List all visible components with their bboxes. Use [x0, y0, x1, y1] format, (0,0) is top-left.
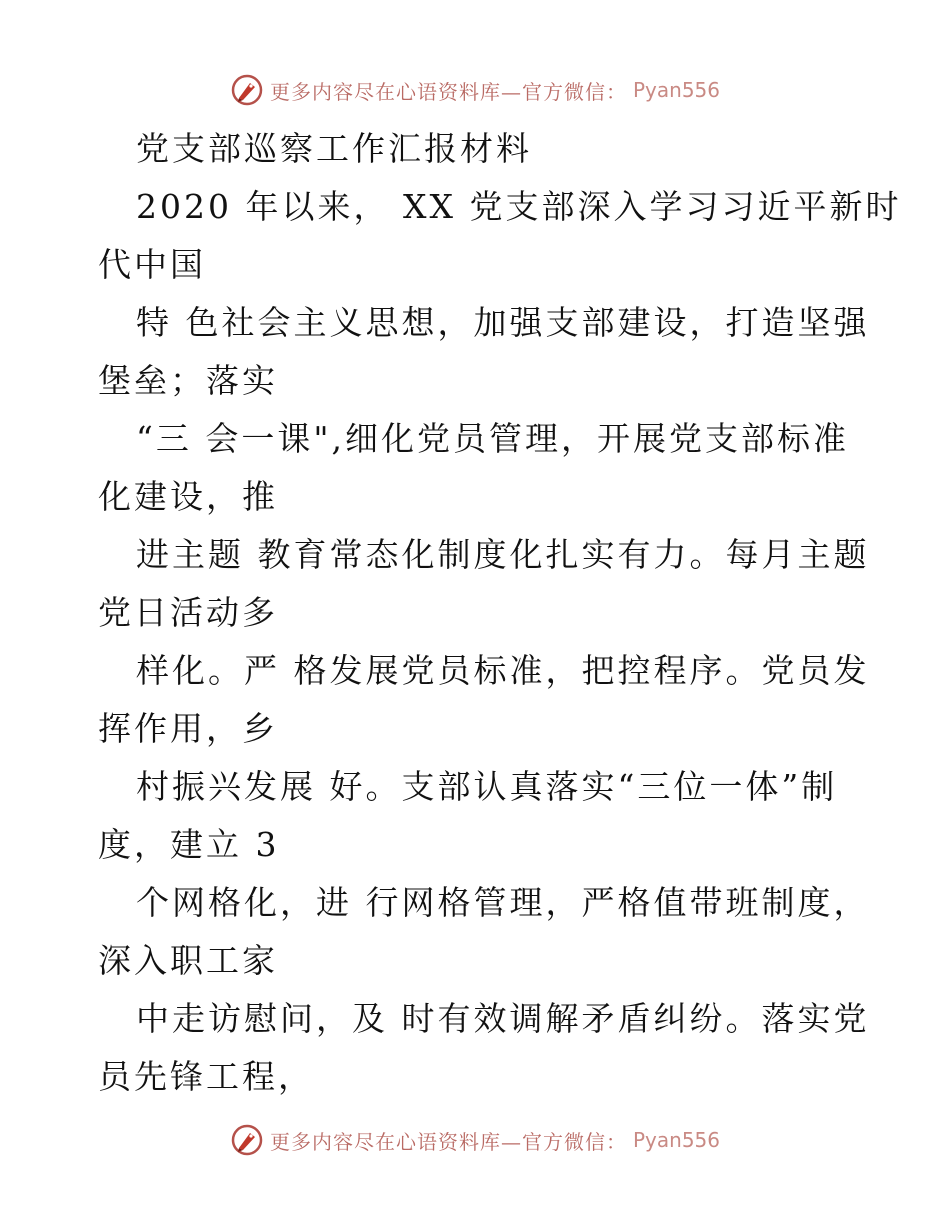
text-line: 特 色社会主义思想，加强支部建设，打造坚强: [136, 303, 870, 342]
document-title: 党支部巡察工作汇报材料: [136, 129, 532, 168]
text-line: 堡垒；落实: [98, 361, 278, 400]
pen-nib-logo-icon: [230, 1123, 264, 1157]
watermark-wechat-id: Pyan556: [632, 1128, 720, 1152]
watermark-bottom: [0, 1120, 950, 1160]
text-line: 度，建立 3: [98, 825, 280, 864]
watermark-text: 更多内容尽在心语资料库—官方微信：: [269, 79, 627, 104]
text-line: “三 会一课",细化党员管理，开展党支部标准: [136, 419, 850, 458]
text-line: 深入职工家: [98, 941, 278, 980]
text-line: 代中国: [98, 245, 206, 284]
text-line: 进主题 教育常态化制度化扎实有力。每月主题: [136, 535, 870, 574]
text-line: 个网格化，进 行网格管理，严格值带班制度，: [136, 883, 870, 922]
text-line: 党日活动多: [98, 593, 278, 632]
text-line: 员先锋工程，: [98, 1057, 314, 1096]
text-line: 挥作用，乡: [98, 709, 278, 748]
text-line: 2020 年以来， XX 党支部深入学习习近平新时: [136, 187, 902, 226]
text-line: 中走访慰问，及 时有效调解矛盾纠纷。落实党: [136, 999, 870, 1038]
watermark-wechat-id: Pyan556: [632, 78, 720, 102]
text-line: 样化。严 格发展党员标准，把控程序。党员发: [136, 651, 870, 690]
document-body: [98, 120, 902, 1106]
text-line: 化建设，推: [98, 477, 278, 516]
watermark-top: [0, 70, 950, 110]
text-line: 村振兴发展 好。支部认真落实“三位一体”制: [136, 767, 838, 806]
watermark-text: 更多内容尽在心语资料库—官方微信：: [269, 1129, 627, 1154]
pen-nib-logo-icon: [230, 73, 264, 107]
